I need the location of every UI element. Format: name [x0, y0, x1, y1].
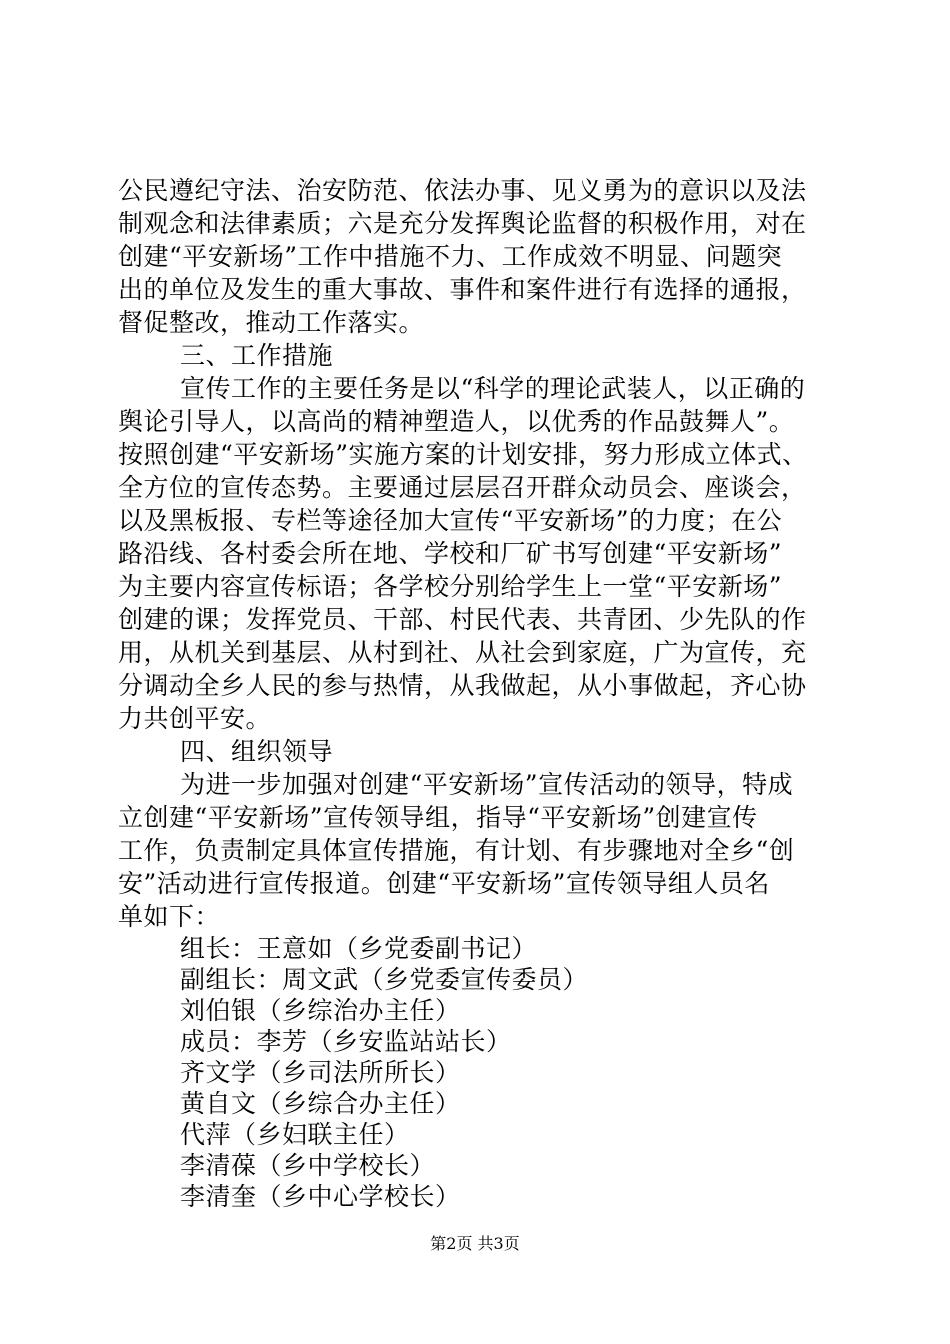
paragraph-line: 舆论引导人，以高尚的精神塑造人，以优秀的作品鼓舞人”。 — [118, 407, 795, 436]
member-item: 李清奎（乡中心学校长） — [180, 1182, 461, 1211]
page-footer: 第2页 共3页 — [430, 1234, 520, 1253]
member-list — [118, 933, 838, 1212]
paragraph-line: 立创建“平安新场”宣传领导组，指导“平安新场”创建宣传 — [118, 803, 758, 832]
paragraph-line: 力共创平安。 — [118, 704, 272, 733]
member-item: 刘伯银（乡综治办主任） — [180, 996, 461, 1025]
paragraph-line: 用，从机关到基层、从村到社、从社会到家庭，广为宣传，充 — [118, 638, 807, 667]
paragraph-line: 工作，负责制定具体宣传措施，有计划、有步骤地对全乡“创 — [118, 836, 795, 865]
member-item: 副组长：周文武（乡党委宣传委员） — [180, 965, 589, 994]
paragraph-line: 制观念和法律素质；六是充分发挥舆论监督的积极作用，对在 — [118, 209, 807, 238]
paragraph-line: 路沿线、各村委会所在地、学校和厂矿书写创建“平安新场” — [118, 539, 783, 568]
paragraph-line: 创建“平安新场”工作中措施不力、工作成效不明显、问题突 — [118, 242, 783, 271]
paragraph-line: 创建的课；发挥党员、干部、村民代表、共青团、少先队的作 — [118, 605, 807, 634]
paragraph-line: 以及黑板报、专栏等途径加大宣传“平安新场”的力度；在公 — [118, 506, 783, 535]
paragraph-line: 分调动全乡人民的参与热情，从我做起，从小事做起，齐心协 — [118, 671, 807, 700]
document-body — [118, 174, 838, 1212]
member-item: 组长：王意如（乡党委副书记） — [180, 934, 538, 963]
paragraph-2 — [118, 372, 838, 735]
paragraph-line: 宣传工作的主要任务是以“科学的理论武装人，以正确的 — [180, 374, 806, 403]
member-item: 李清葆（乡中学校长） — [180, 1151, 436, 1180]
paragraph-line: 全方位的宣传态势。主要通过层层召开群众动员会、座谈会， — [118, 473, 807, 502]
section-heading-measures: 三、工作措施 — [180, 341, 334, 370]
paragraph-line: 公民遵纪守法、治安防范、依法办事、见义勇为的意识以及法 — [118, 176, 807, 205]
paragraph-line: 为主要内容宣传标语；各学校分别给学生上一堂“平安新场” — [118, 572, 783, 601]
paragraph-line: 督促整改，推动工作落实。 — [118, 308, 425, 337]
member-item: 成员：李芳（乡安监站站长） — [180, 1027, 512, 1056]
section-heading-leadership: 四、组织领导 — [180, 737, 334, 766]
paragraph-line: 出的单位及发生的重大事故、事件和案件进行有选择的通报， — [118, 275, 807, 304]
paragraph-3 — [118, 768, 838, 933]
paragraph-line: 单如下： — [118, 902, 221, 931]
paragraph-1 — [118, 174, 838, 339]
paragraph-line: 安”活动进行宣传报道。创建“平安新场”宣传领导组人员名 — [118, 869, 770, 898]
member-item: 齐文学（乡司法所所长） — [180, 1058, 461, 1087]
member-item: 代萍（乡妇联主任） — [180, 1120, 410, 1149]
member-item: 黄自文（乡综合办主任） — [180, 1089, 461, 1118]
paragraph-line: 为进一步加强对创建“平安新场”宣传活动的领导，特成 — [180, 770, 794, 799]
paragraph-line: 按照创建“平安新场”实施方案的计划安排，努力形成立体式、 — [118, 440, 808, 469]
